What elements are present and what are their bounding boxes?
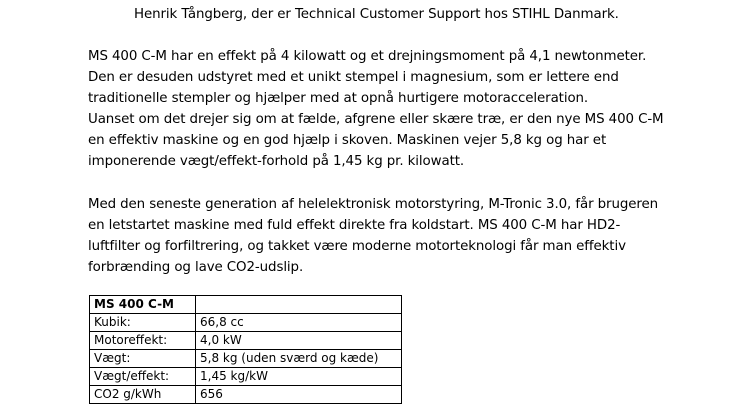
- table-row: [90, 386, 402, 404]
- table-row: [90, 332, 402, 350]
- table-row: [90, 314, 402, 332]
- spec-value: 1,45 kg/kW: [196, 368, 402, 386]
- table-header-cell-empty: [196, 296, 402, 314]
- text-line: en effektiv maskine og en god hjælp i skoven. Maskinen vejer 5,8 kg og har et: [88, 133, 607, 148]
- spec-label: Vægt/effekt:: [90, 368, 196, 386]
- text-line: Uanset om det drejer sig om at fælde, afgrene eller skære træ, er den nye MS 400 C-M: [88, 112, 664, 127]
- text-line: imponerende vægt/effekt-forhold på 1,45 kg pr. kilowatt.: [88, 154, 465, 169]
- text-line: Henrik Tångberg, der er Technical Customer Support hos STIHL Danmark.: [134, 7, 619, 22]
- text-line: forbrænding og lave CO2-udslip.: [88, 260, 304, 275]
- intro-line: [134, 4, 744, 25]
- text-line: Den er desuden udstyret med et unikt stempel i magnesium, som er lettere end: [88, 70, 619, 85]
- spec-value: 5,8 kg (uden sværd og kæde): [196, 350, 402, 368]
- text-line: en letstartet maskine med fuld effekt direkte fra koldstart. MS 400 C-M har HD2-: [88, 218, 621, 233]
- spec-label: Motoreffekt:: [90, 332, 196, 350]
- spec-label: Kubik:: [90, 314, 196, 332]
- text-line: MS 400 C-M har en effekt på 4 kilowatt og et drejningsmoment på 4,1 newtonmeter.: [88, 49, 647, 64]
- paragraph-engine-specs: [88, 46, 698, 172]
- spec-value: 66,8 cc: [196, 314, 402, 332]
- spec-label: Vægt:: [90, 350, 196, 368]
- table-header-cell-model: MS 400 C-M: [90, 296, 196, 314]
- table-header-row: [90, 296, 402, 314]
- spec-table: [89, 295, 402, 404]
- table-row: [90, 368, 402, 386]
- spec-value: 656: [196, 386, 402, 404]
- paragraph-m-tronic: [88, 194, 698, 278]
- spec-value: 4,0 kW: [196, 332, 402, 350]
- table-row: [90, 350, 402, 368]
- text-line: luftfilter og forfiltrering, og takket være moderne motorteknologi får man effektiv: [88, 239, 626, 254]
- text-line: traditionelle stempler og hjælper med at opnå hurtigere motoracceleration.: [88, 91, 589, 106]
- spec-label: CO2 g/kWh: [90, 386, 196, 404]
- text-line: Med den seneste generation af helelektronisk motorstyring, M-Tronic 3.0, får brugeren: [88, 197, 659, 212]
